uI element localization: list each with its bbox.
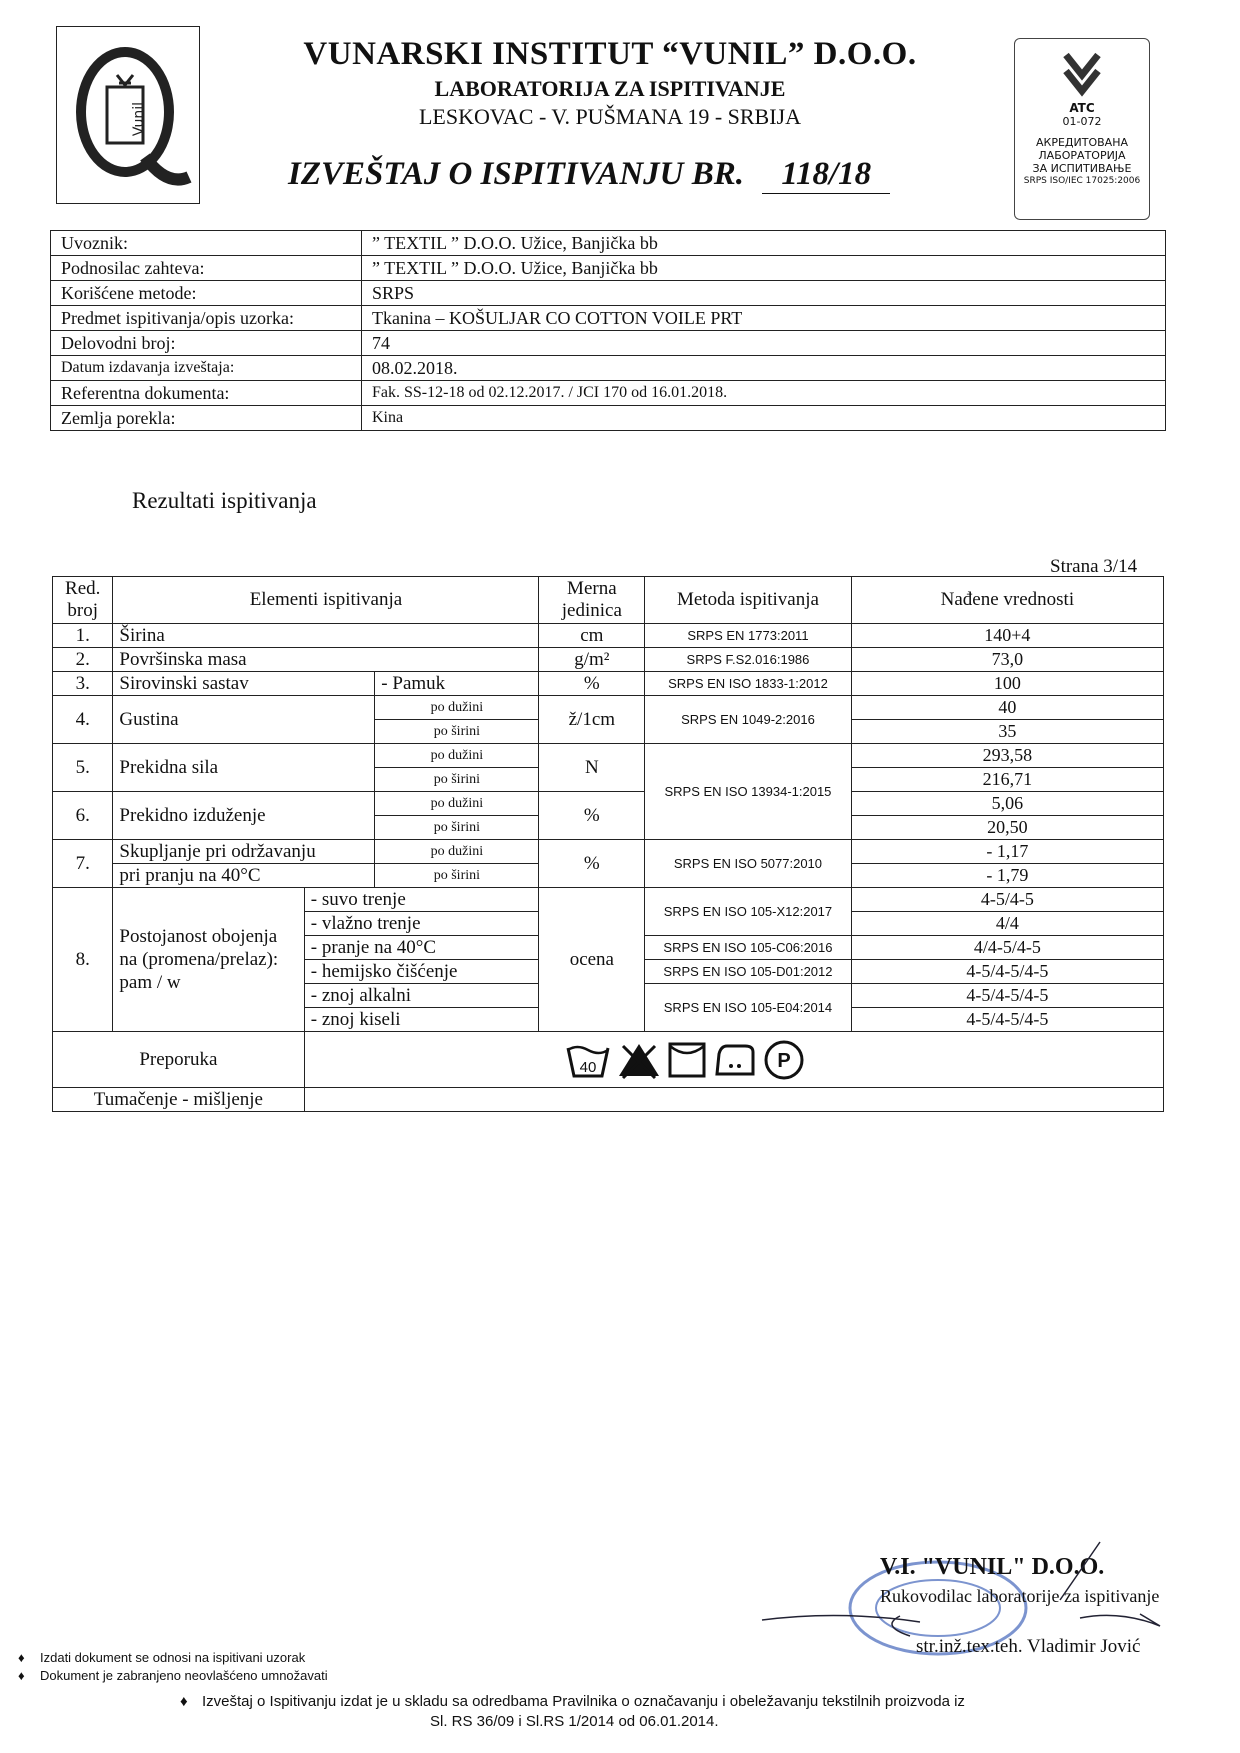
info-value: ” TEXTIL ” D.O.O. Užice, Banjička bb bbox=[362, 256, 1166, 281]
signature-role: Rukovodilac laboratorije za ispitivanje bbox=[880, 1586, 1160, 1606]
header-method: Metoda ispitivanja bbox=[645, 577, 851, 624]
results-table bbox=[52, 576, 1164, 1112]
row-no: 5. bbox=[53, 744, 113, 792]
row-no: 6. bbox=[53, 792, 113, 840]
logo-q-icon bbox=[57, 27, 199, 203]
row-element: Postojanost obojenja na (promena/prelaz): pam / w bbox=[113, 888, 304, 1032]
info-value: SRPS bbox=[362, 281, 1166, 306]
accreditation-badge bbox=[1014, 38, 1150, 220]
info-value: Tkanina – KOŠULJAR CO COTTON VOILE PRT bbox=[362, 306, 1166, 331]
row-no: 8. bbox=[53, 888, 113, 1032]
row-element: Prekidna sila bbox=[113, 744, 375, 792]
interpretation-label: Tumačenje - mišljenje bbox=[53, 1088, 305, 1112]
dry-clean-p-icon bbox=[763, 1039, 805, 1081]
info-row bbox=[51, 256, 1166, 281]
row-no: 7. bbox=[53, 840, 113, 888]
info-label: Korišćene metode: bbox=[51, 281, 362, 306]
row-value: 35 bbox=[851, 720, 1163, 744]
row-value: 216,71 bbox=[851, 768, 1163, 792]
info-value: Fak. SS-12-18 od 02.12.2017. / JCI 170 od 16.01.2018. bbox=[362, 381, 1166, 406]
info-row bbox=[51, 356, 1166, 381]
signature-company: V.I. "VUNIL" D.O.O. bbox=[880, 1554, 1105, 1580]
header-element: Elementi ispitivanja bbox=[113, 577, 539, 624]
accreditation-number: 01-072 bbox=[1062, 115, 1102, 128]
row-value: 5,06 bbox=[851, 792, 1163, 816]
row-unit: % bbox=[539, 672, 645, 696]
row-element: Gustina bbox=[113, 696, 375, 744]
info-row bbox=[51, 281, 1166, 306]
page-number: Strana 3/14 bbox=[1050, 556, 1138, 577]
footer-note-2: ♦ Dokument je zabranjeno neovlašćeno umnožavati bbox=[18, 1668, 328, 1683]
info-label: Delovodni broj: bbox=[51, 331, 362, 356]
accreditation-line3: ЗА ИСПИТИВАЊЕ bbox=[1032, 162, 1132, 175]
info-row bbox=[51, 406, 1166, 431]
info-row bbox=[51, 331, 1166, 356]
info-value: 08.02.2018. bbox=[362, 356, 1166, 381]
footer-note-4: Sl. RS 36/09 i Sl.RS 1/2014 od 06.01.2014. bbox=[430, 1713, 719, 1730]
row-direction: po širini bbox=[375, 864, 539, 888]
table-row bbox=[53, 624, 1164, 648]
colorfastness-test: - pranje na 40°C bbox=[304, 936, 539, 960]
row-value: - 1,79 bbox=[851, 864, 1163, 888]
accreditation-code: ATC bbox=[1069, 101, 1095, 115]
info-value: Kina bbox=[362, 406, 1166, 431]
colorfastness-test: - vlažno trenje bbox=[304, 912, 539, 936]
tumble-dry-line-icon bbox=[667, 1040, 707, 1080]
wash-40-icon bbox=[565, 1040, 611, 1080]
results-title: Rezultati ispitivanja bbox=[132, 488, 317, 513]
row-direction: po dužini bbox=[375, 840, 539, 864]
table-row bbox=[53, 696, 1164, 720]
row-unit: % bbox=[539, 792, 645, 840]
row-value: 4-5/4-5 bbox=[851, 888, 1163, 912]
row-value: 4-5/4-5/4-5 bbox=[851, 1008, 1163, 1032]
info-row bbox=[51, 306, 1166, 331]
row-no: 3. bbox=[53, 672, 113, 696]
report-number: 118/18 bbox=[762, 156, 890, 194]
info-value: 74 bbox=[362, 331, 1166, 356]
row-unit: % bbox=[539, 840, 645, 888]
row-value: - 1,17 bbox=[851, 840, 1163, 864]
svg-text:Vunil: Vunil bbox=[131, 101, 147, 137]
row-value: 4/4-5/4-5 bbox=[851, 936, 1163, 960]
row-direction: po dužini bbox=[375, 696, 539, 720]
row-unit: ž/1cm bbox=[539, 696, 645, 744]
row-direction: po širini bbox=[375, 816, 539, 840]
table-row bbox=[53, 672, 1164, 696]
row-method: SRPS F.S2.016:1986 bbox=[645, 648, 851, 672]
row-no: 4. bbox=[53, 696, 113, 744]
row-value: 40 bbox=[851, 696, 1163, 720]
row-element: Prekidno izduženje bbox=[113, 792, 375, 840]
row-unit: cm bbox=[539, 624, 645, 648]
signature-name: str.inž.tex.teh. Vladimir Jović bbox=[916, 1636, 1141, 1657]
header-value: Nađene vrednosti bbox=[851, 577, 1163, 624]
header-unit: Merna jedinica bbox=[539, 577, 645, 624]
info-row bbox=[51, 231, 1166, 256]
row-unit: N bbox=[539, 744, 645, 792]
row-method: SRPS EN ISO 105-C06:2016 bbox=[645, 936, 851, 960]
row-element: Širina bbox=[113, 624, 539, 648]
row-method: SRPS EN ISO 105-E04:2014 bbox=[645, 984, 851, 1032]
vunil-logo bbox=[56, 26, 200, 204]
row-value: 4-5/4-5/4-5 bbox=[851, 984, 1163, 1008]
accreditation-standard: SRPS ISO/IEC 17025:2006 bbox=[1023, 176, 1141, 186]
colorfastness-test: - suvo trenje bbox=[304, 888, 539, 912]
header-no: Red. broj bbox=[53, 577, 113, 624]
row-method: SRPS EN ISO 5077:2010 bbox=[645, 840, 851, 888]
row-direction: po širini bbox=[375, 720, 539, 744]
row-unit: g/m² bbox=[539, 648, 645, 672]
dry-clean-letter: P bbox=[777, 1049, 791, 1072]
wash-temp: 40 bbox=[579, 1058, 597, 1076]
address: LESKOVAC - V. PUŠMANA 19 - SRBIJA bbox=[418, 104, 802, 129]
row-value: 4/4 bbox=[851, 912, 1163, 936]
row-value: 20,50 bbox=[851, 816, 1163, 840]
table-row bbox=[53, 648, 1164, 672]
info-row bbox=[51, 381, 1166, 406]
table-row bbox=[53, 840, 1164, 864]
row-direction: po dužini bbox=[375, 744, 539, 768]
report-title bbox=[288, 156, 890, 194]
info-table bbox=[50, 230, 1166, 431]
signature-scribble-icon bbox=[760, 1540, 1180, 1650]
table-row bbox=[53, 792, 1164, 816]
row-element: Površinska masa bbox=[113, 648, 539, 672]
row-method: SRPS EN ISO 13934-1:2015 bbox=[645, 744, 851, 840]
footer-note-3: ♦ Izveštaj o Ispitivanju izdat je u skladu sa odredbama Pravilnika o označavanju i obeležavanju tekstilnih proizvoda iz bbox=[180, 1693, 965, 1710]
interpretation-value bbox=[304, 1088, 1163, 1112]
info-label: Predmet ispitivanja/opis uzorka: bbox=[51, 306, 362, 331]
info-label: Uvoznik: bbox=[51, 231, 362, 256]
row-value: 140+4 bbox=[851, 624, 1163, 648]
row-element: Skupljanje pri održavanju bbox=[113, 840, 375, 864]
row-method: SRPS EN 1773:2011 bbox=[645, 624, 851, 648]
institute-name: VUNARSKI INSTITUT “VUNIL” D.O.O. bbox=[303, 36, 917, 72]
info-label: Referentna dokumenta: bbox=[51, 381, 362, 406]
row-value: 100 bbox=[851, 672, 1163, 696]
table-row bbox=[53, 744, 1164, 768]
results-header-row bbox=[53, 577, 1164, 624]
row-method: SRPS EN 1049-2:2016 bbox=[645, 696, 851, 744]
accreditation-line1: АКРЕДИТОВАНА bbox=[1036, 136, 1128, 149]
row-direction: po dužini bbox=[375, 792, 539, 816]
row-no: 2. bbox=[53, 648, 113, 672]
row-value: 293,58 bbox=[851, 744, 1163, 768]
recommendation-row bbox=[53, 1032, 1164, 1088]
interpretation-row bbox=[53, 1088, 1164, 1112]
iron-icon bbox=[713, 1040, 757, 1080]
info-label: Zemlja porekla: bbox=[51, 406, 362, 431]
row-method: SRPS EN ISO 1833-1:2012 bbox=[645, 672, 851, 696]
atc-check-icon bbox=[1060, 45, 1104, 97]
row-method: SRPS EN ISO 105-X12:2017 bbox=[645, 888, 851, 936]
row-no: 1. bbox=[53, 624, 113, 648]
row-value: 73,0 bbox=[851, 648, 1163, 672]
info-label: Podnosilac zahteva: bbox=[51, 256, 362, 281]
accreditation-line2: ЛАБОРАТОРИЈА bbox=[1038, 149, 1126, 162]
footer-note-1: ♦ Izdati dokument se odnosi na ispitivani uzorak bbox=[18, 1650, 306, 1665]
care-symbols bbox=[304, 1032, 1163, 1088]
row-subelement: - Pamuk bbox=[375, 672, 539, 696]
report-title-prefix: IZVEŠTAJ O ISPITIVANJU BR. bbox=[288, 156, 745, 192]
info-value: ” TEXTIL ” D.O.O. Užice, Banjička bb bbox=[362, 231, 1166, 256]
no-bleach-icon bbox=[617, 1040, 661, 1080]
colorfastness-test: - hemijsko čišćenje bbox=[304, 960, 539, 984]
recommendation-label: Preporuka bbox=[53, 1032, 305, 1088]
row-direction: po širini bbox=[375, 768, 539, 792]
row-element-cont: pri pranju na 40°C bbox=[113, 864, 375, 888]
table-row bbox=[53, 888, 1164, 912]
lab-name: LABORATORIJA ZA ISPITIVANJE bbox=[434, 76, 786, 101]
row-unit: ocena bbox=[539, 888, 645, 1032]
row-value: 4-5/4-5/4-5 bbox=[851, 960, 1163, 984]
colorfastness-test: - znoj alkalni bbox=[304, 984, 539, 1008]
colorfastness-test: - znoj kiseli bbox=[304, 1008, 539, 1032]
row-method: SRPS EN ISO 105-D01:2012 bbox=[645, 960, 851, 984]
info-label: Datum izdavanja izveštaja: bbox=[51, 356, 362, 381]
row-element: Sirovinski sastav bbox=[113, 672, 375, 696]
